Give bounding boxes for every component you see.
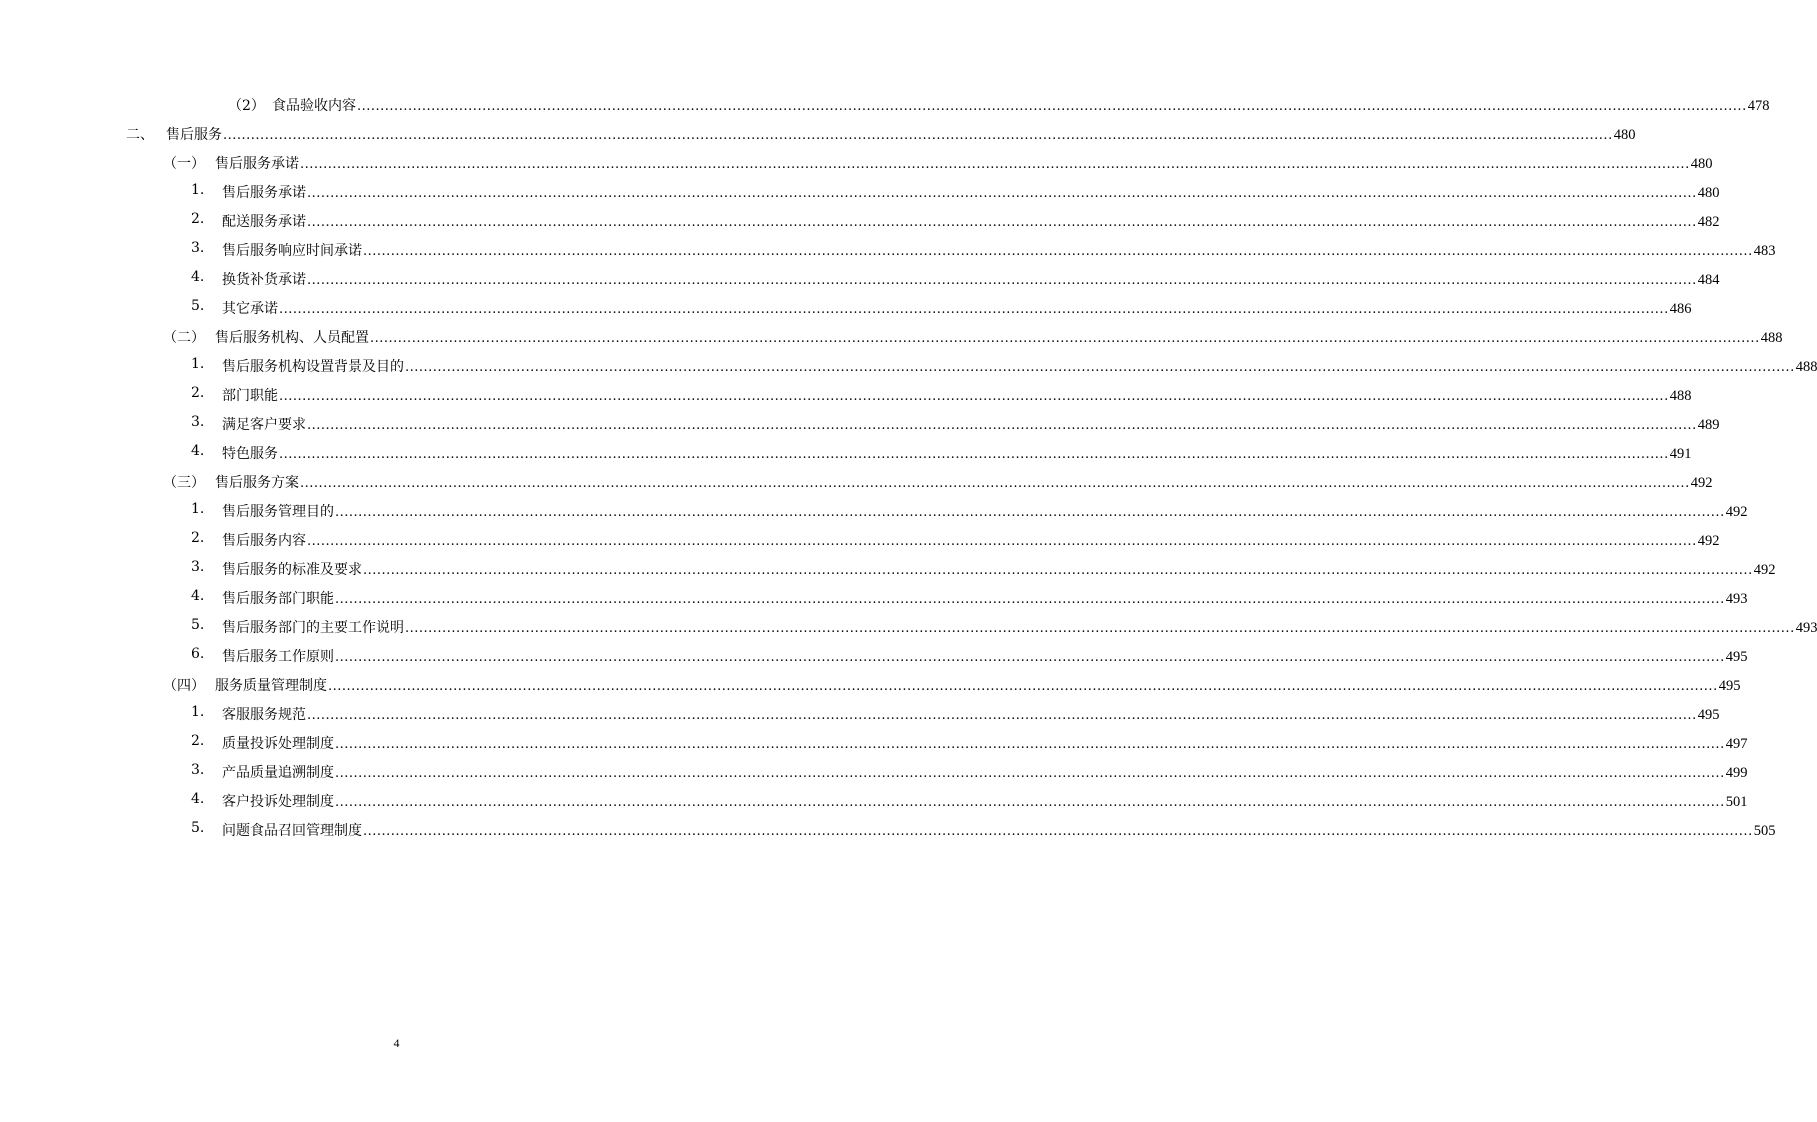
toc-entry[interactable] bbox=[0, 758, 1748, 787]
toc-entry-number: 4. bbox=[191, 269, 205, 285]
toc-entry[interactable] bbox=[0, 700, 1720, 729]
toc-entry-page-number: 489 bbox=[1697, 417, 1720, 433]
toc-dot-leader: ............................................................................................................................................................................................................................................................................................................ bbox=[279, 447, 1669, 462]
toc-entry-title: 部门职能 bbox=[222, 388, 278, 404]
toc-entry-number: 二、 bbox=[126, 127, 154, 143]
toc-entry-title: 客户投诉处理制度 bbox=[222, 794, 334, 810]
toc-entry-number: 1. bbox=[191, 356, 205, 372]
toc-dot-leader: ............................................................................................................................................................................................................................................................................................................ bbox=[405, 621, 1795, 636]
toc-entry[interactable] bbox=[0, 323, 1783, 352]
toc-entry[interactable] bbox=[0, 729, 1748, 758]
toc-entry-number: （三） bbox=[163, 475, 205, 491]
toc-entry[interactable] bbox=[0, 526, 1720, 555]
toc-entry-number: 4. bbox=[191, 588, 205, 604]
toc-dot-leader: ............................................................................................................................................................................................................................................................................................................ bbox=[307, 708, 1697, 723]
toc-entry[interactable] bbox=[0, 381, 1692, 410]
toc-dot-leader: ............................................................................................................................................................................................................................................................................................................ bbox=[370, 331, 1760, 346]
toc-dot-leader: ............................................................................................................................................................................................................................................................................................................ bbox=[363, 244, 1753, 259]
toc-entry-page-number: 492 bbox=[1690, 475, 1713, 491]
toc-entry[interactable] bbox=[0, 584, 1748, 613]
toc-entry-page-number: 493 bbox=[1725, 591, 1748, 607]
toc-entry-page-number: 495 bbox=[1718, 678, 1741, 694]
toc-entry[interactable] bbox=[0, 642, 1748, 671]
toc-dot-leader: ............................................................................................................................................................................................................................................................................................................ bbox=[223, 128, 1613, 143]
toc-entry-number: 6. bbox=[191, 646, 205, 662]
toc-entry-title: 售后服务方案 bbox=[215, 475, 299, 491]
toc-entry-page-number: 492 bbox=[1753, 562, 1776, 578]
toc-entry-page-number: 478 bbox=[1747, 98, 1770, 114]
toc-entry-number: 2. bbox=[191, 733, 205, 749]
toc-entry[interactable] bbox=[0, 236, 1776, 265]
toc-entry-title: 售后服务机构设置背景及目的 bbox=[222, 359, 404, 375]
toc-entry-title: 配送服务承诺 bbox=[222, 214, 306, 230]
toc-entry-title: 产品质量追溯制度 bbox=[222, 765, 334, 781]
toc-dot-leader: ............................................................................................................................................................................................................................................................................................................ bbox=[279, 389, 1669, 404]
toc-entry[interactable] bbox=[0, 555, 1776, 584]
toc-entry-page-number: 480 bbox=[1697, 185, 1720, 201]
toc-dot-leader: ............................................................................................................................................................................................................................................................................................................ bbox=[328, 679, 1718, 694]
toc-entry-number: （二） bbox=[163, 330, 205, 346]
toc-entry-title: 售后服务 bbox=[166, 127, 222, 143]
toc-entry-title: 售后服务机构、人员配置 bbox=[215, 330, 369, 346]
toc-entry-number: 1. bbox=[191, 501, 205, 517]
toc-dot-leader: ............................................................................................................................................................................................................................................................................................................ bbox=[307, 418, 1697, 433]
toc-entry-number: 5. bbox=[191, 617, 205, 633]
toc-entry-page-number: 491 bbox=[1669, 446, 1692, 462]
toc-entry-page-number: 480 bbox=[1613, 127, 1636, 143]
toc-entry-title: 售后服务承诺 bbox=[215, 156, 299, 172]
toc-entry-number: 3. bbox=[191, 762, 205, 778]
toc-entry-number: 3. bbox=[191, 240, 205, 256]
toc-entry[interactable] bbox=[0, 787, 1748, 816]
toc-entry-page-number: 499 bbox=[1725, 765, 1748, 781]
toc-dot-leader: ............................................................................................................................................................................................................................................................................................................ bbox=[405, 360, 1795, 375]
toc-entry-number: 2. bbox=[191, 211, 205, 227]
toc-entry-number: （一） bbox=[163, 156, 205, 172]
toc-entry-page-number: 505 bbox=[1753, 823, 1776, 839]
toc-entry-number: 3. bbox=[191, 559, 205, 575]
toc-entry[interactable] bbox=[0, 410, 1720, 439]
toc-entry-title: 售后服务内容 bbox=[222, 533, 306, 549]
toc-entry[interactable] bbox=[0, 613, 1817, 642]
toc-entry-number: 5. bbox=[191, 298, 205, 314]
toc-entry[interactable] bbox=[0, 207, 1720, 236]
toc-entry-title: 问题食品召回管理制度 bbox=[222, 823, 362, 839]
toc-entry-page-number: 501 bbox=[1725, 794, 1748, 810]
toc-entry-title: 售后服务管理目的 bbox=[222, 504, 334, 520]
toc-dot-leader: ............................................................................................................................................................................................................................................................................................................ bbox=[335, 737, 1725, 752]
toc-entry-page-number: 492 bbox=[1725, 504, 1748, 520]
toc-entry-page-number: 488 bbox=[1669, 388, 1692, 404]
toc-entry-title: 客服服务规范 bbox=[222, 707, 306, 723]
toc-entry-number: 2. bbox=[191, 385, 205, 401]
toc-dot-leader: ............................................................................................................................................................................................................................................................................................................ bbox=[363, 563, 1753, 578]
toc-entry-title: 服务质量管理制度 bbox=[215, 678, 327, 694]
toc-entry[interactable] bbox=[0, 468, 1713, 497]
toc-entry[interactable] bbox=[0, 294, 1692, 323]
table-of-contents bbox=[0, 91, 1817, 845]
toc-entry-title: 售后服务工作原则 bbox=[222, 649, 334, 665]
toc-entry-number: 4. bbox=[191, 443, 205, 459]
toc-entry-page-number: 488 bbox=[1795, 359, 1817, 375]
toc-entry-page-number: 495 bbox=[1697, 707, 1720, 723]
toc-dot-leader: ............................................................................................................................................................................................................................................................................................................ bbox=[357, 99, 1747, 114]
toc-entry[interactable] bbox=[0, 816, 1776, 845]
toc-entry[interactable] bbox=[0, 497, 1748, 526]
toc-entry-number: 3. bbox=[191, 414, 205, 430]
toc-entry-title: 质量投诉处理制度 bbox=[222, 736, 334, 752]
toc-entry-page-number: 486 bbox=[1669, 301, 1692, 317]
toc-entry[interactable] bbox=[0, 178, 1720, 207]
toc-dot-leader: ............................................................................................................................................................................................................................................................................................................ bbox=[335, 795, 1725, 810]
toc-entry-title: 满足客户要求 bbox=[222, 417, 306, 433]
toc-entry[interactable] bbox=[0, 120, 1636, 149]
toc-entry-number: 1. bbox=[191, 182, 205, 198]
toc-entry-title: 售后服务响应时间承诺 bbox=[222, 243, 362, 259]
toc-entry-page-number: 482 bbox=[1697, 214, 1720, 230]
toc-entry-page-number: 488 bbox=[1760, 330, 1783, 346]
toc-entry-title: 其它承诺 bbox=[222, 301, 278, 317]
toc-dot-leader: ............................................................................................................................................................................................................................................................................................................ bbox=[307, 186, 1697, 201]
toc-dot-leader: ............................................................................................................................................................................................................................................................................................................ bbox=[335, 505, 1725, 520]
toc-entry-number: 5. bbox=[191, 820, 205, 836]
toc-dot-leader: ............................................................................................................................................................................................................................................................................................................ bbox=[279, 302, 1669, 317]
toc-entry-title: 食品验收内容 bbox=[272, 98, 356, 114]
toc-entry[interactable] bbox=[0, 265, 1720, 294]
toc-entry-title: 特色服务 bbox=[222, 446, 278, 462]
toc-entry-page-number: 483 bbox=[1753, 243, 1776, 259]
toc-dot-leader: ............................................................................................................................................................................................................................................................................................................ bbox=[307, 273, 1697, 288]
toc-dot-leader: ............................................................................................................................................................................................................................................................................................................ bbox=[363, 824, 1753, 839]
toc-dot-leader: ............................................................................................................................................................................................................................................................................................................ bbox=[300, 157, 1690, 172]
toc-entry-page-number: 495 bbox=[1725, 649, 1748, 665]
toc-dot-leader: ............................................................................................................................................................................................................................................................................................................ bbox=[335, 650, 1725, 665]
toc-entry-number: 2. bbox=[191, 530, 205, 546]
toc-entry-number: （2） bbox=[228, 98, 265, 114]
toc-entry[interactable] bbox=[0, 671, 1741, 700]
toc-dot-leader: ............................................................................................................................................................................................................................................................................................................ bbox=[300, 476, 1690, 491]
toc-entry-page-number: 493 bbox=[1795, 620, 1817, 636]
toc-entry[interactable] bbox=[0, 91, 1770, 120]
toc-entry-title: 售后服务的标准及要求 bbox=[222, 562, 362, 578]
toc-entry-number: 4. bbox=[191, 791, 205, 807]
toc-entry-title: 售后服务部门的主要工作说明 bbox=[222, 620, 404, 636]
toc-entry-number: （四） bbox=[163, 678, 205, 694]
footer-page-number: 4 bbox=[393, 1036, 400, 1050]
toc-dot-leader: ............................................................................................................................................................................................................................................................................................................ bbox=[335, 766, 1725, 781]
toc-dot-leader: ............................................................................................................................................................................................................................................................................................................ bbox=[307, 215, 1697, 230]
toc-entry[interactable] bbox=[0, 352, 1817, 381]
toc-dot-leader: ............................................................................................................................................................................................................................................................................................................ bbox=[335, 592, 1725, 607]
toc-entry[interactable] bbox=[0, 149, 1713, 178]
toc-entry-page-number: 480 bbox=[1690, 156, 1713, 172]
toc-entry-page-number: 497 bbox=[1725, 736, 1748, 752]
toc-entry[interactable] bbox=[0, 439, 1692, 468]
toc-entry-title: 换货补货承诺 bbox=[222, 272, 306, 288]
toc-dot-leader: ............................................................................................................................................................................................................................................................................................................ bbox=[307, 534, 1697, 549]
toc-entry-page-number: 484 bbox=[1697, 272, 1720, 288]
toc-entry-title: 售后服务部门职能 bbox=[222, 591, 334, 607]
toc-entry-number: 1. bbox=[191, 704, 205, 720]
toc-entry-title: 售后服务承诺 bbox=[222, 185, 306, 201]
toc-entry-page-number: 492 bbox=[1697, 533, 1720, 549]
